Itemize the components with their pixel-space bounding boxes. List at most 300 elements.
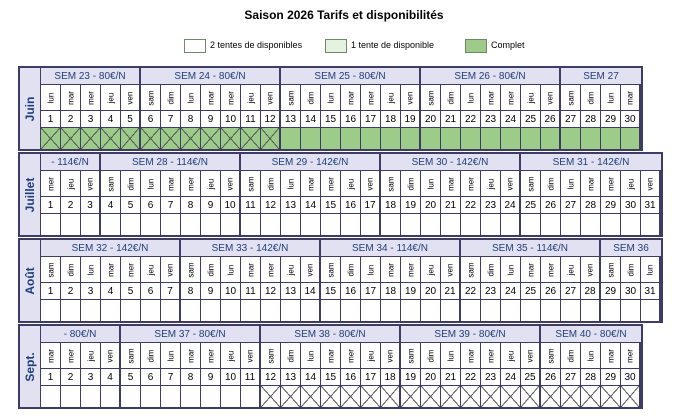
- availability-cell[interactable]: [381, 128, 401, 149]
- week-header: SEM 26 - 80€/N: [421, 68, 561, 85]
- availability-cell[interactable]: [581, 128, 601, 149]
- month-name: Sept.: [23, 351, 37, 382]
- weekday-text: mar: [625, 90, 635, 105]
- weekday-label: [621, 171, 641, 197]
- weekday-label: [281, 171, 301, 197]
- availability-cell[interactable]: [181, 386, 201, 407]
- weekday-text: sam: [126, 347, 135, 364]
- availability-cell[interactable]: [201, 300, 221, 321]
- weekday-label: [201, 257, 221, 283]
- day-number: 27: [561, 369, 581, 386]
- availability-cell[interactable]: [361, 214, 381, 235]
- weekday-label: [281, 257, 301, 283]
- legend-label: Complet: [491, 40, 525, 50]
- availability-cell[interactable]: [541, 300, 561, 321]
- availability-cell[interactable]: [341, 300, 361, 321]
- availability-cell[interactable]: [41, 386, 61, 407]
- weekday-label: [201, 343, 221, 369]
- availability-cell[interactable]: [581, 214, 601, 235]
- weekday-text: jeu: [86, 350, 95, 361]
- day-number: 6: [141, 283, 161, 300]
- availability-cell[interactable]: [41, 128, 61, 149]
- availability-cell[interactable]: [441, 300, 461, 321]
- day-number: 19: [401, 197, 421, 214]
- availability-cell[interactable]: [301, 386, 321, 407]
- availability-cell[interactable]: [101, 300, 121, 321]
- weekday-text: lun: [466, 92, 475, 103]
- weekday-label: [501, 257, 521, 283]
- weekday-label: [261, 171, 281, 197]
- availability-cell[interactable]: [61, 386, 81, 407]
- availability-cell[interactable]: [421, 214, 441, 235]
- weekday-text: jeu: [566, 264, 575, 275]
- day-number: 30: [621, 369, 641, 386]
- availability-cell[interactable]: [81, 300, 101, 321]
- availability-cell[interactable]: [521, 300, 541, 321]
- day-number: 22: [461, 111, 481, 128]
- weekday-label: [421, 85, 441, 111]
- weekday-label: [361, 343, 381, 369]
- day-number: 15: [321, 369, 341, 386]
- day-number: 11: [241, 197, 261, 214]
- availability-cell[interactable]: [41, 214, 61, 235]
- weekday-label: [481, 257, 501, 283]
- availability-cell[interactable]: [261, 300, 281, 321]
- weekday-label: [481, 85, 501, 111]
- day-number: 20: [421, 197, 441, 214]
- availability-cell[interactable]: [161, 386, 181, 407]
- day-number: 4: [101, 197, 121, 214]
- availability-cell[interactable]: [221, 300, 241, 321]
- weekday-text: jeu: [486, 178, 495, 189]
- weekday-text: lun: [566, 178, 575, 189]
- weekday-text: lun: [446, 350, 455, 361]
- availability-cell[interactable]: [361, 128, 381, 149]
- week-header: SEM 28 - 114€/N: [101, 154, 241, 171]
- availability-cell[interactable]: [61, 300, 81, 321]
- weekday-label: [361, 257, 381, 283]
- day-number: 3: [81, 111, 101, 128]
- weekday-label: [461, 85, 481, 111]
- availability-cell[interactable]: [221, 214, 241, 235]
- weekday-label: [581, 171, 601, 197]
- availability-cell[interactable]: [101, 128, 121, 149]
- availability-cell[interactable]: [141, 128, 161, 149]
- week-header: SEM 32 - 142€/N: [41, 240, 181, 257]
- availability-cell[interactable]: [241, 300, 261, 321]
- page-title: Saison 2026 Tarifs et disponibilités: [244, 8, 444, 22]
- weekday-text: mer: [366, 90, 375, 105]
- weekday-label: [241, 171, 261, 197]
- week-header: SEM 33 - 142€/N: [181, 240, 321, 257]
- availability-cell[interactable]: [181, 128, 201, 149]
- availability-cell[interactable]: [321, 128, 341, 149]
- availability-cell[interactable]: [601, 300, 621, 321]
- month-block-juin: [18, 66, 643, 151]
- availability-cell[interactable]: [121, 386, 141, 407]
- availability-cell[interactable]: [481, 128, 501, 149]
- availability-cell[interactable]: [281, 128, 301, 149]
- availability-cell[interactable]: [481, 300, 501, 321]
- weekday-text: sam: [466, 261, 475, 278]
- weekday-label: [521, 343, 541, 369]
- availability-cell[interactable]: [81, 214, 101, 235]
- day-number: 10: [221, 369, 241, 386]
- availability-cell[interactable]: [61, 214, 81, 235]
- day-number: 16: [341, 283, 361, 300]
- weekday-text: jeu: [386, 92, 395, 103]
- availability-cell[interactable]: [341, 214, 361, 235]
- weekday-text: sam: [266, 347, 275, 364]
- weekday-text: jeu: [346, 178, 355, 189]
- weekday-text: sam: [46, 261, 55, 278]
- weekday-text: mer: [625, 348, 635, 363]
- day-number: 21: [441, 369, 461, 386]
- weekday-text: mar: [206, 90, 215, 105]
- weekday-text: mar: [466, 348, 475, 363]
- week-header: SEM 27: [561, 68, 641, 85]
- availability-cell[interactable]: [201, 128, 221, 149]
- weekday-label: [601, 257, 621, 283]
- availability-cell[interactable]: [461, 214, 481, 235]
- availability-cell[interactable]: [401, 214, 421, 235]
- day-number: 2: [61, 283, 81, 300]
- week-header: SEM 36: [601, 240, 661, 257]
- weekday-label: [621, 343, 641, 369]
- weekday-label: [321, 343, 341, 369]
- availability-cell[interactable]: [281, 214, 301, 235]
- availability-cell[interactable]: [461, 300, 481, 321]
- week-header: SEM 38 - 80€/N: [261, 326, 401, 343]
- weekday-text: lun: [286, 178, 295, 189]
- availability-cell[interactable]: [561, 128, 581, 149]
- availability-cell[interactable]: [341, 128, 361, 149]
- day-number: 2: [61, 369, 81, 386]
- day-number: 25: [521, 369, 541, 386]
- availability-cell[interactable]: [601, 386, 621, 407]
- availability-cell[interactable]: [481, 214, 501, 235]
- weekday-text: jeu: [66, 178, 75, 189]
- weekday-text: jeu: [246, 92, 255, 103]
- weekday-label: [541, 171, 561, 197]
- availability-cell[interactable]: [421, 386, 441, 407]
- weekday-label: [121, 343, 141, 369]
- weekday-label: [561, 85, 581, 111]
- day-number: 25: [521, 197, 541, 214]
- legend-label: 1 tente de disponible: [351, 40, 435, 50]
- day-number: 11: [241, 369, 261, 386]
- availability-cell[interactable]: [201, 214, 221, 235]
- availability-cell[interactable]: [241, 386, 261, 407]
- weekday-label: [541, 257, 561, 283]
- day-number: 9: [201, 111, 221, 128]
- availability-cell[interactable]: [621, 128, 641, 149]
- weekday-label: [581, 343, 601, 369]
- availability-cell[interactable]: [181, 214, 201, 235]
- availability-cell[interactable]: [641, 214, 661, 235]
- weekday-text: mar: [486, 90, 495, 105]
- day-number: 27: [561, 111, 581, 128]
- weekday-label: [481, 343, 501, 369]
- availability-cell[interactable]: [501, 386, 521, 407]
- availability-cell[interactable]: [401, 386, 421, 407]
- weekday-label: [241, 85, 261, 111]
- weekday-text: dim: [566, 349, 575, 362]
- availability-cell[interactable]: [121, 300, 141, 321]
- availability-cell[interactable]: [481, 386, 501, 407]
- availability-cell[interactable]: [81, 386, 101, 407]
- availability-cell[interactable]: [601, 214, 621, 235]
- weekday-text: lun: [306, 350, 315, 361]
- availability-cell[interactable]: [381, 386, 401, 407]
- availability-cell[interactable]: [161, 128, 181, 149]
- availability-cell[interactable]: [561, 214, 581, 235]
- weekday-label: [101, 171, 121, 197]
- weekday-label: [641, 257, 661, 283]
- availability-cell[interactable]: [421, 300, 441, 321]
- weekday-label: [181, 343, 201, 369]
- availability-cell[interactable]: [161, 300, 181, 321]
- weekday-text: mer: [186, 176, 195, 191]
- weekday-label: [141, 257, 161, 283]
- weekday-label: [181, 257, 201, 283]
- weekday-label: [401, 85, 421, 111]
- weekday-text: sam: [106, 175, 115, 192]
- week-header: SEM 30 - 142€/N: [381, 154, 521, 171]
- weekday-label: [181, 171, 201, 197]
- availability-cell[interactable]: [201, 386, 221, 407]
- availability-cell[interactable]: [261, 128, 281, 149]
- weekday-text: lun: [186, 92, 195, 103]
- weekday-text: lun: [146, 178, 155, 189]
- weekday-text: mer: [406, 262, 415, 277]
- month-name: Juillet: [23, 177, 37, 212]
- day-number: 11: [241, 283, 261, 300]
- weekday-text: jeu: [626, 178, 635, 189]
- availability-cell[interactable]: [581, 300, 601, 321]
- availability-cell[interactable]: [141, 300, 161, 321]
- availability-cell[interactable]: [541, 214, 561, 235]
- day-number: 15: [321, 283, 341, 300]
- week-header: SEM 37 - 80€/N: [121, 326, 261, 343]
- month-block-sept: [18, 324, 643, 409]
- day-number: 29: [601, 369, 621, 386]
- day-number: 20: [421, 283, 441, 300]
- day-number: 14: [301, 369, 321, 386]
- availability-cell[interactable]: [301, 128, 321, 149]
- availability-cell[interactable]: [181, 300, 201, 321]
- availability-cell[interactable]: [401, 300, 421, 321]
- weekday-label: [161, 171, 181, 197]
- weekday-label: [321, 171, 341, 197]
- weekday-label: [321, 257, 341, 283]
- availability-cell[interactable]: [301, 300, 321, 321]
- weekday-text: lun: [326, 92, 335, 103]
- availability-cell[interactable]: [241, 214, 261, 235]
- weekday-text: dim: [306, 91, 315, 104]
- weekday-text: sam: [566, 89, 575, 106]
- weekday-text: mar: [586, 176, 595, 191]
- weekday-text: mar: [346, 90, 355, 105]
- availability-cell[interactable]: [601, 128, 621, 149]
- month-label: [20, 240, 41, 321]
- availability-cell[interactable]: [261, 386, 281, 407]
- weekday-label: [81, 343, 101, 369]
- availability-cell[interactable]: [561, 386, 581, 407]
- availability-cell[interactable]: [561, 300, 581, 321]
- availability-cell[interactable]: [641, 300, 661, 321]
- day-number: 7: [161, 197, 181, 214]
- day-number: 17: [361, 283, 381, 300]
- weekday-label: [301, 257, 321, 283]
- weekday-label: [601, 343, 621, 369]
- availability-cell[interactable]: [521, 386, 541, 407]
- weekday-label: [301, 171, 321, 197]
- availability-cell[interactable]: [501, 214, 521, 235]
- weekday-label: [521, 257, 541, 283]
- day-number: 29: [601, 111, 621, 128]
- availability-cell[interactable]: [381, 300, 401, 321]
- day-number: 7: [161, 283, 181, 300]
- availability-cell[interactable]: [621, 300, 641, 321]
- availability-cell[interactable]: [401, 128, 421, 149]
- availability-cell[interactable]: [261, 214, 281, 235]
- availability-cell[interactable]: [221, 128, 241, 149]
- weekday-label: [161, 343, 181, 369]
- availability-cell[interactable]: [361, 386, 381, 407]
- availability-cell[interactable]: [81, 128, 101, 149]
- weekday-label: [201, 171, 221, 197]
- availability-cell[interactable]: [321, 386, 341, 407]
- availability-cell[interactable]: [441, 386, 461, 407]
- availability-cell[interactable]: [361, 300, 381, 321]
- availability-cell[interactable]: [281, 386, 301, 407]
- day-number: 24: [501, 111, 521, 128]
- weekday-label: [341, 85, 361, 111]
- weekday-label: [461, 257, 481, 283]
- day-number: 21: [441, 111, 461, 128]
- weekday-label: [81, 257, 101, 283]
- day-number: 26: [541, 197, 561, 214]
- availability-cell[interactable]: [141, 386, 161, 407]
- availability-cell[interactable]: [381, 214, 401, 235]
- weekday-label: [61, 343, 81, 369]
- weekday-text: dim: [206, 263, 215, 276]
- availability-cell[interactable]: [61, 128, 81, 149]
- weekday-text: mer: [486, 348, 495, 363]
- weekday-label: [221, 85, 241, 111]
- availability-cell[interactable]: [541, 386, 561, 407]
- month-name: Juin: [23, 96, 37, 121]
- availability-cell[interactable]: [41, 300, 61, 321]
- availability-cell[interactable]: [341, 386, 361, 407]
- week-header: SEM 31 - 142€/N: [521, 154, 661, 171]
- week-header: SEM 39 - 80€/N: [401, 326, 541, 343]
- day-number: 8: [181, 283, 201, 300]
- weekday-text: ven: [365, 177, 375, 190]
- weekday-label: [321, 85, 341, 111]
- day-number: 5: [121, 197, 141, 214]
- day-number: 15: [321, 197, 341, 214]
- day-number: 12: [261, 197, 281, 214]
- weekday-text: mar: [246, 262, 255, 277]
- day-number: 19: [401, 283, 421, 300]
- availability-cell[interactable]: [541, 128, 561, 149]
- availability-cell[interactable]: [441, 128, 461, 149]
- availability-cell[interactable]: [501, 128, 521, 149]
- availability-cell[interactable]: [621, 214, 641, 235]
- weekday-text: ven: [525, 349, 535, 362]
- availability-cell[interactable]: [161, 214, 181, 235]
- day-number: 23: [481, 283, 501, 300]
- availability-cell[interactable]: [521, 214, 541, 235]
- availability-cell[interactable]: [101, 386, 121, 407]
- day-number: 17: [361, 369, 381, 386]
- weekday-text: lun: [226, 264, 235, 275]
- availability-cell[interactable]: [141, 214, 161, 235]
- weekday-label: [241, 257, 261, 283]
- day-number: 22: [461, 197, 481, 214]
- day-number: 27: [561, 283, 581, 300]
- availability-cell[interactable]: [321, 214, 341, 235]
- weekday-label: [501, 85, 521, 111]
- weekday-label: [341, 171, 361, 197]
- weekday-label: [401, 343, 421, 369]
- availability-cell[interactable]: [461, 386, 481, 407]
- weekday-text: lun: [46, 92, 55, 103]
- availability-cell[interactable]: [461, 128, 481, 149]
- weekday-label: [41, 171, 61, 197]
- availability-cell[interactable]: [221, 386, 241, 407]
- day-number: 4: [101, 369, 121, 386]
- weekday-text: mer: [126, 262, 135, 277]
- weekday-label: [601, 85, 621, 111]
- weekday-text: ven: [225, 177, 235, 190]
- weekday-text: ven: [85, 177, 95, 190]
- weekday-label: [141, 343, 161, 369]
- availability-cell[interactable]: [121, 128, 141, 149]
- weekday-text: dim: [66, 263, 75, 276]
- legend-swatch: [465, 39, 487, 53]
- availability-cell[interactable]: [121, 214, 141, 235]
- weekday-label: [461, 171, 481, 197]
- day-number: 20: [421, 111, 441, 128]
- day-number: 8: [181, 197, 201, 214]
- availability-cell[interactable]: [501, 300, 521, 321]
- availability-cell[interactable]: [241, 128, 261, 149]
- availability-cell[interactable]: [421, 128, 441, 149]
- availability-cell[interactable]: [521, 128, 541, 149]
- availability-cell[interactable]: [301, 214, 321, 235]
- availability-cell[interactable]: [321, 300, 341, 321]
- availability-cell[interactable]: [621, 386, 641, 407]
- weekday-label: [121, 171, 141, 197]
- day-number: 20: [421, 369, 441, 386]
- availability-cell[interactable]: [441, 214, 461, 235]
- availability-cell[interactable]: [281, 300, 301, 321]
- day-number: 4: [101, 283, 121, 300]
- weekday-text: dim: [626, 263, 635, 276]
- weekday-text: ven: [445, 263, 455, 276]
- day-number: 25: [521, 111, 541, 128]
- weekday-label: [521, 85, 541, 111]
- day-number: 30: [621, 283, 641, 300]
- availability-cell[interactable]: [101, 214, 121, 235]
- day-number: 1: [41, 369, 61, 386]
- availability-cell[interactable]: [581, 386, 601, 407]
- weekday-label: [121, 85, 141, 111]
- day-number: 10: [221, 111, 241, 128]
